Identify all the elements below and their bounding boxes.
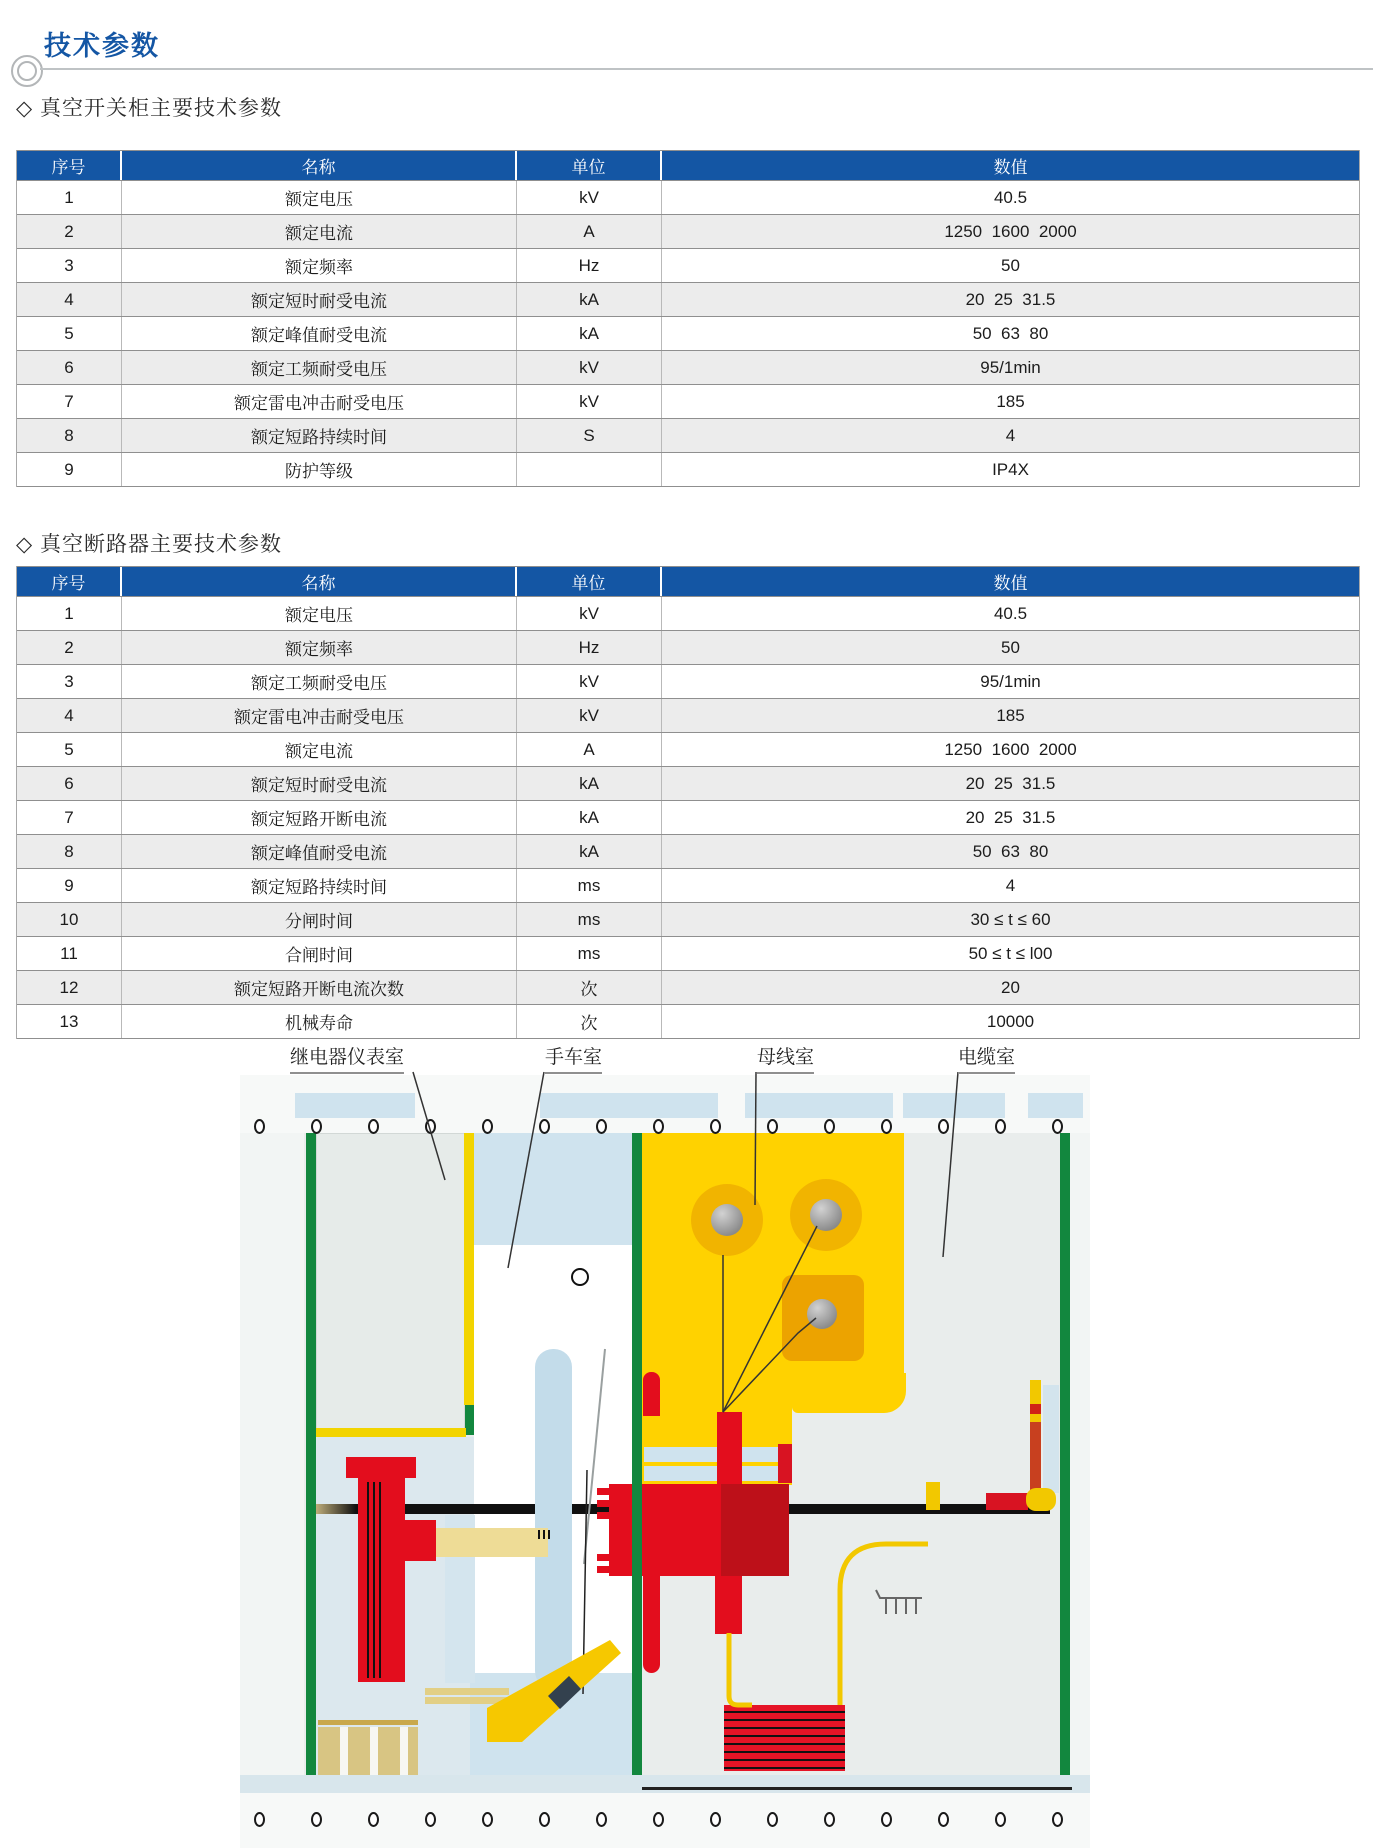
cell-seq: 13: [17, 1005, 122, 1038]
cell-seq: 2: [17, 215, 122, 248]
cell-name: 额定频率: [122, 631, 517, 664]
frame-upright-right: [1060, 1133, 1070, 1793]
bolt-icon: [539, 1812, 550, 1827]
table-row: [17, 665, 1359, 699]
cell-unit: A: [517, 733, 662, 766]
cell-name: 额定短路持续时间: [122, 419, 517, 452]
cell-name: 额定工频耐受电压: [122, 665, 517, 698]
contact-rod: [436, 1528, 548, 1557]
cell-name: 额定频率: [122, 249, 517, 282]
cell-name: 额定短时耐受电流: [122, 767, 517, 800]
table-row: [17, 419, 1359, 453]
bolt-icon: [311, 1119, 322, 1134]
shaft-coupler-yellow: [926, 1482, 940, 1510]
cell-name: 机械寿命: [122, 1005, 517, 1038]
breaker-fin: [597, 1488, 610, 1495]
cell-unit: kA: [517, 835, 662, 868]
bolt-icon: [368, 1812, 379, 1827]
label-cable-compartment: 电缆室: [958, 1042, 1015, 1074]
table-row: [17, 215, 1359, 249]
bottom-sill-line: [642, 1787, 1072, 1790]
busbar-compartment: [642, 1133, 904, 1373]
bolt-icon: [482, 1812, 493, 1827]
cell-name: 额定短路持续时间: [122, 869, 517, 902]
cell-seq: 12: [17, 971, 122, 1004]
column-header: 名称: [122, 567, 517, 596]
breaker-upper-hook: [643, 1372, 660, 1416]
cell-name: 额定短时耐受电流: [122, 283, 517, 316]
cell-seq: 6: [17, 351, 122, 384]
table-row: [17, 869, 1359, 903]
cell-unit: ms: [517, 869, 662, 902]
cell-value: 4: [1005, 425, 1016, 445]
top-duct-patch: [745, 1093, 893, 1118]
bolt-icon: [824, 1812, 835, 1827]
cell-name: 额定雷电冲击耐受电压: [122, 385, 517, 418]
cell-name: 额定雷电冲击耐受电压: [122, 699, 517, 732]
cell-value: 1250 1600 2000: [944, 739, 1077, 759]
cell-value: 50: [1001, 637, 1020, 657]
relay-compartment-yellow-edge: [464, 1133, 474, 1405]
busbar-compartment-lower-right: [792, 1373, 906, 1413]
breaker-fin: [597, 1500, 610, 1507]
bolt-icon: [1052, 1812, 1063, 1827]
busbar-conductor: [711, 1204, 743, 1236]
top-duct-patch: [295, 1093, 415, 1118]
cell-name: 额定峰值耐受电流: [122, 835, 517, 868]
cell-seq: 1: [17, 597, 122, 630]
bolt-icon: [938, 1119, 949, 1134]
column-header: 名称: [122, 151, 517, 180]
cell-value: IP4X: [992, 459, 1029, 479]
cell-value: 50: [1001, 255, 1020, 275]
cell-unit: kA: [517, 767, 662, 800]
cell-seq: 1: [17, 181, 122, 214]
bolt-icon: [368, 1119, 379, 1134]
bolt-icon: [881, 1812, 892, 1827]
table-header-row: [17, 150, 1359, 181]
table-row: [17, 597, 1359, 631]
cell-seq: 5: [17, 317, 122, 350]
cell-unit: A: [517, 215, 662, 248]
spring-pack: [318, 1727, 418, 1775]
column-header: 序号: [17, 151, 122, 180]
cell-name: 额定峰值耐受电流: [122, 317, 517, 350]
connection-bar-end: [778, 1444, 792, 1483]
bolt-icon: [254, 1812, 265, 1827]
cell-seq: 4: [17, 283, 122, 316]
cell-value: 185: [996, 391, 1025, 411]
cell-value: 1250 1600 2000: [944, 221, 1077, 241]
cell-unit: kV: [517, 351, 662, 384]
table-row: [17, 835, 1359, 869]
relay-compartment-yellow-bottom: [310, 1428, 466, 1437]
cell-unit: ms: [517, 937, 662, 970]
breaker-lower-stem: [715, 1576, 742, 1634]
bolt-icon: [995, 1812, 1006, 1827]
table-row: [17, 767, 1359, 801]
column-header: 序号: [17, 567, 122, 596]
cell-value: 20 25 31.5: [965, 807, 1056, 827]
cell-unit: [517, 453, 662, 486]
section-heading-breaker: ◇ 真空断路器主要技术参数: [16, 533, 282, 556]
cell-unit: kV: [517, 181, 662, 214]
cable-terminal-rod: [1030, 1380, 1041, 1492]
section-heading-switchgear: ◇ 真空开关柜主要技术参数: [16, 97, 282, 120]
cell-seq: 2: [17, 631, 122, 664]
cell-value: 50 63 80: [972, 841, 1049, 861]
cell-name: 额定电压: [122, 181, 517, 214]
left-wall-strip: [240, 1133, 304, 1777]
bolt-icon: [1052, 1119, 1063, 1134]
cell-value: 40.5: [993, 603, 1028, 623]
shaft-coupler-red: [986, 1493, 1028, 1510]
cell-name: 合闸时间: [122, 937, 517, 970]
header-rule: [40, 68, 1373, 70]
interlock-hole: [571, 1268, 589, 1286]
cell-unit: kA: [517, 317, 662, 350]
left-pole-column: [358, 1478, 405, 1682]
cell-unit: kA: [517, 801, 662, 834]
label-handcart-compartment: 手车室: [545, 1042, 602, 1074]
decorative-ring-inner-icon: [17, 61, 37, 81]
cell-unit: kV: [517, 665, 662, 698]
bolt-icon: [482, 1119, 493, 1134]
shaft-coupler-cap: [1026, 1488, 1056, 1511]
left-pole-arm: [405, 1520, 436, 1561]
cell-unit: 次: [517, 1005, 662, 1038]
column-header: 单位: [517, 567, 662, 596]
pole-stripe: [379, 1482, 381, 1678]
cell-value: 50 63 80: [972, 323, 1049, 343]
cell-seq: 10: [17, 903, 122, 936]
cable-terminal-strip: [1043, 1385, 1059, 1493]
contact-arm-pill: [535, 1349, 572, 1689]
bolt-icon: [824, 1119, 835, 1134]
drive-shaft-bushing: [310, 1504, 356, 1514]
cell-seq: 9: [17, 453, 122, 486]
column-header: 单位: [517, 151, 662, 180]
cell-unit: kV: [517, 385, 662, 418]
branch-busbar-conductor: [807, 1299, 837, 1329]
column-header: 数值: [993, 574, 1028, 593]
cell-value: 50 ≤ t ≤ l00: [968, 943, 1053, 963]
switchgear-parameters-table: [16, 150, 1360, 487]
cell-seq: 5: [17, 733, 122, 766]
bolt-icon: [653, 1119, 664, 1134]
table-row: [17, 971, 1359, 1005]
breaker-fin: [597, 1554, 610, 1561]
cell-name: 分闸时间: [122, 903, 517, 936]
column-header: 数值: [993, 158, 1028, 177]
cabinet-cross-section-diagram: [240, 1030, 1090, 1848]
frame-upright-left: [306, 1133, 316, 1777]
top-duct-patch: [1028, 1093, 1083, 1118]
cell-seq: 6: [17, 767, 122, 800]
contact-rod-tip: [538, 1530, 550, 1539]
current-transformer-coil: [724, 1705, 845, 1771]
bolt-icon: [425, 1119, 436, 1134]
top-bolt-row: [254, 1119, 1076, 1134]
bolt-icon: [767, 1812, 778, 1827]
cell-value: 4: [1005, 875, 1016, 895]
breaker-upper-stem: [717, 1412, 742, 1486]
table-row: [17, 385, 1359, 419]
top-duct-patch: [540, 1093, 718, 1118]
cell-seq: 9: [17, 869, 122, 902]
table-row: [17, 181, 1359, 215]
cell-value: 20: [1001, 977, 1020, 997]
right-wall-strip: [1070, 1133, 1090, 1777]
label-busbar-compartment: 母线室: [757, 1042, 814, 1074]
cell-name: 防护等级: [122, 453, 517, 486]
breaker-lower-hook: [643, 1576, 660, 1673]
table-row: [17, 351, 1359, 385]
bolt-icon: [653, 1812, 664, 1827]
cell-unit: kA: [517, 283, 662, 316]
cell-seq: 3: [17, 249, 122, 282]
bolt-icon: [254, 1119, 265, 1134]
cell-seq: 8: [17, 419, 122, 452]
cell-seq: 3: [17, 665, 122, 698]
handcart-top-panel: [474, 1133, 632, 1245]
table-row: [17, 699, 1359, 733]
table-row: [17, 937, 1359, 971]
bolt-icon: [425, 1812, 436, 1827]
cell-name: 额定工频耐受电压: [122, 351, 517, 384]
cell-seq: 4: [17, 699, 122, 732]
frame-upright-mid: [632, 1133, 642, 1793]
cell-unit: 次: [517, 971, 662, 1004]
bolt-icon: [596, 1812, 607, 1827]
breaker-parameters-table: [16, 566, 1360, 1039]
cell-value: 10000: [986, 1011, 1035, 1031]
cell-name: 额定短路开断电流次数: [122, 971, 517, 1004]
bolt-icon: [995, 1119, 1006, 1134]
relay-compartment: [316, 1133, 465, 1430]
table-row: [17, 283, 1359, 317]
cell-unit: Hz: [517, 249, 662, 282]
cell-name: 额定电流: [122, 733, 517, 766]
cell-unit: kV: [517, 597, 662, 630]
pole-stripe: [367, 1482, 369, 1678]
bolt-icon: [767, 1119, 778, 1134]
table-row: [17, 801, 1359, 835]
bolt-icon: [881, 1119, 892, 1134]
cell-unit: kV: [517, 699, 662, 732]
bolt-icon: [596, 1119, 607, 1134]
label-relay-compartment: 继电器仪表室: [290, 1042, 404, 1074]
cell-value: 20 25 31.5: [965, 289, 1056, 309]
bottom-duct-strip: [240, 1775, 1090, 1793]
cell-name: 额定短路开断电流: [122, 801, 517, 834]
table-row: [17, 453, 1359, 487]
page-title: 技术参数: [44, 31, 160, 61]
cell-value: 95/1min: [980, 671, 1041, 691]
cell-name: 额定电流: [122, 215, 517, 248]
table-row: [17, 733, 1359, 767]
relay-compartment-green-stub: [465, 1405, 474, 1435]
bolt-icon: [710, 1812, 721, 1827]
bolt-icon: [938, 1812, 949, 1827]
cell-value: 20 25 31.5: [965, 773, 1056, 793]
cell-unit: S: [517, 419, 662, 452]
table-row: [17, 631, 1359, 665]
cell-seq: 8: [17, 835, 122, 868]
table-row: [17, 317, 1359, 351]
lower-rod-strip: [425, 1688, 509, 1695]
bottom-bolt-row: [254, 1812, 1076, 1827]
cell-seq: 7: [17, 385, 122, 418]
bolt-icon: [539, 1119, 550, 1134]
lower-rod-strip: [425, 1697, 509, 1704]
table-row: [17, 903, 1359, 937]
cell-value: 185: [996, 705, 1025, 725]
breaker-fin: [597, 1512, 610, 1519]
cell-unit: ms: [517, 903, 662, 936]
top-duct-patch: [903, 1093, 1005, 1118]
cell-value: 40.5: [993, 187, 1028, 207]
breaker-fin: [597, 1566, 610, 1573]
cell-seq: 7: [17, 801, 122, 834]
table-header-row: [17, 566, 1359, 597]
left-pole-flange: [346, 1457, 416, 1478]
table-row: [17, 249, 1359, 283]
cell-name: 额定电压: [122, 597, 517, 630]
bolt-icon: [710, 1119, 721, 1134]
cell-value: 95/1min: [980, 357, 1041, 377]
bolt-icon: [311, 1812, 322, 1827]
pole-stripe: [373, 1482, 375, 1678]
busbar-conductor: [810, 1199, 842, 1231]
spring-pack-rail: [318, 1720, 418, 1725]
cell-seq: 11: [17, 937, 122, 970]
cell-unit: Hz: [517, 631, 662, 664]
cell-value: 30 ≤ t ≤ 60: [970, 909, 1051, 929]
